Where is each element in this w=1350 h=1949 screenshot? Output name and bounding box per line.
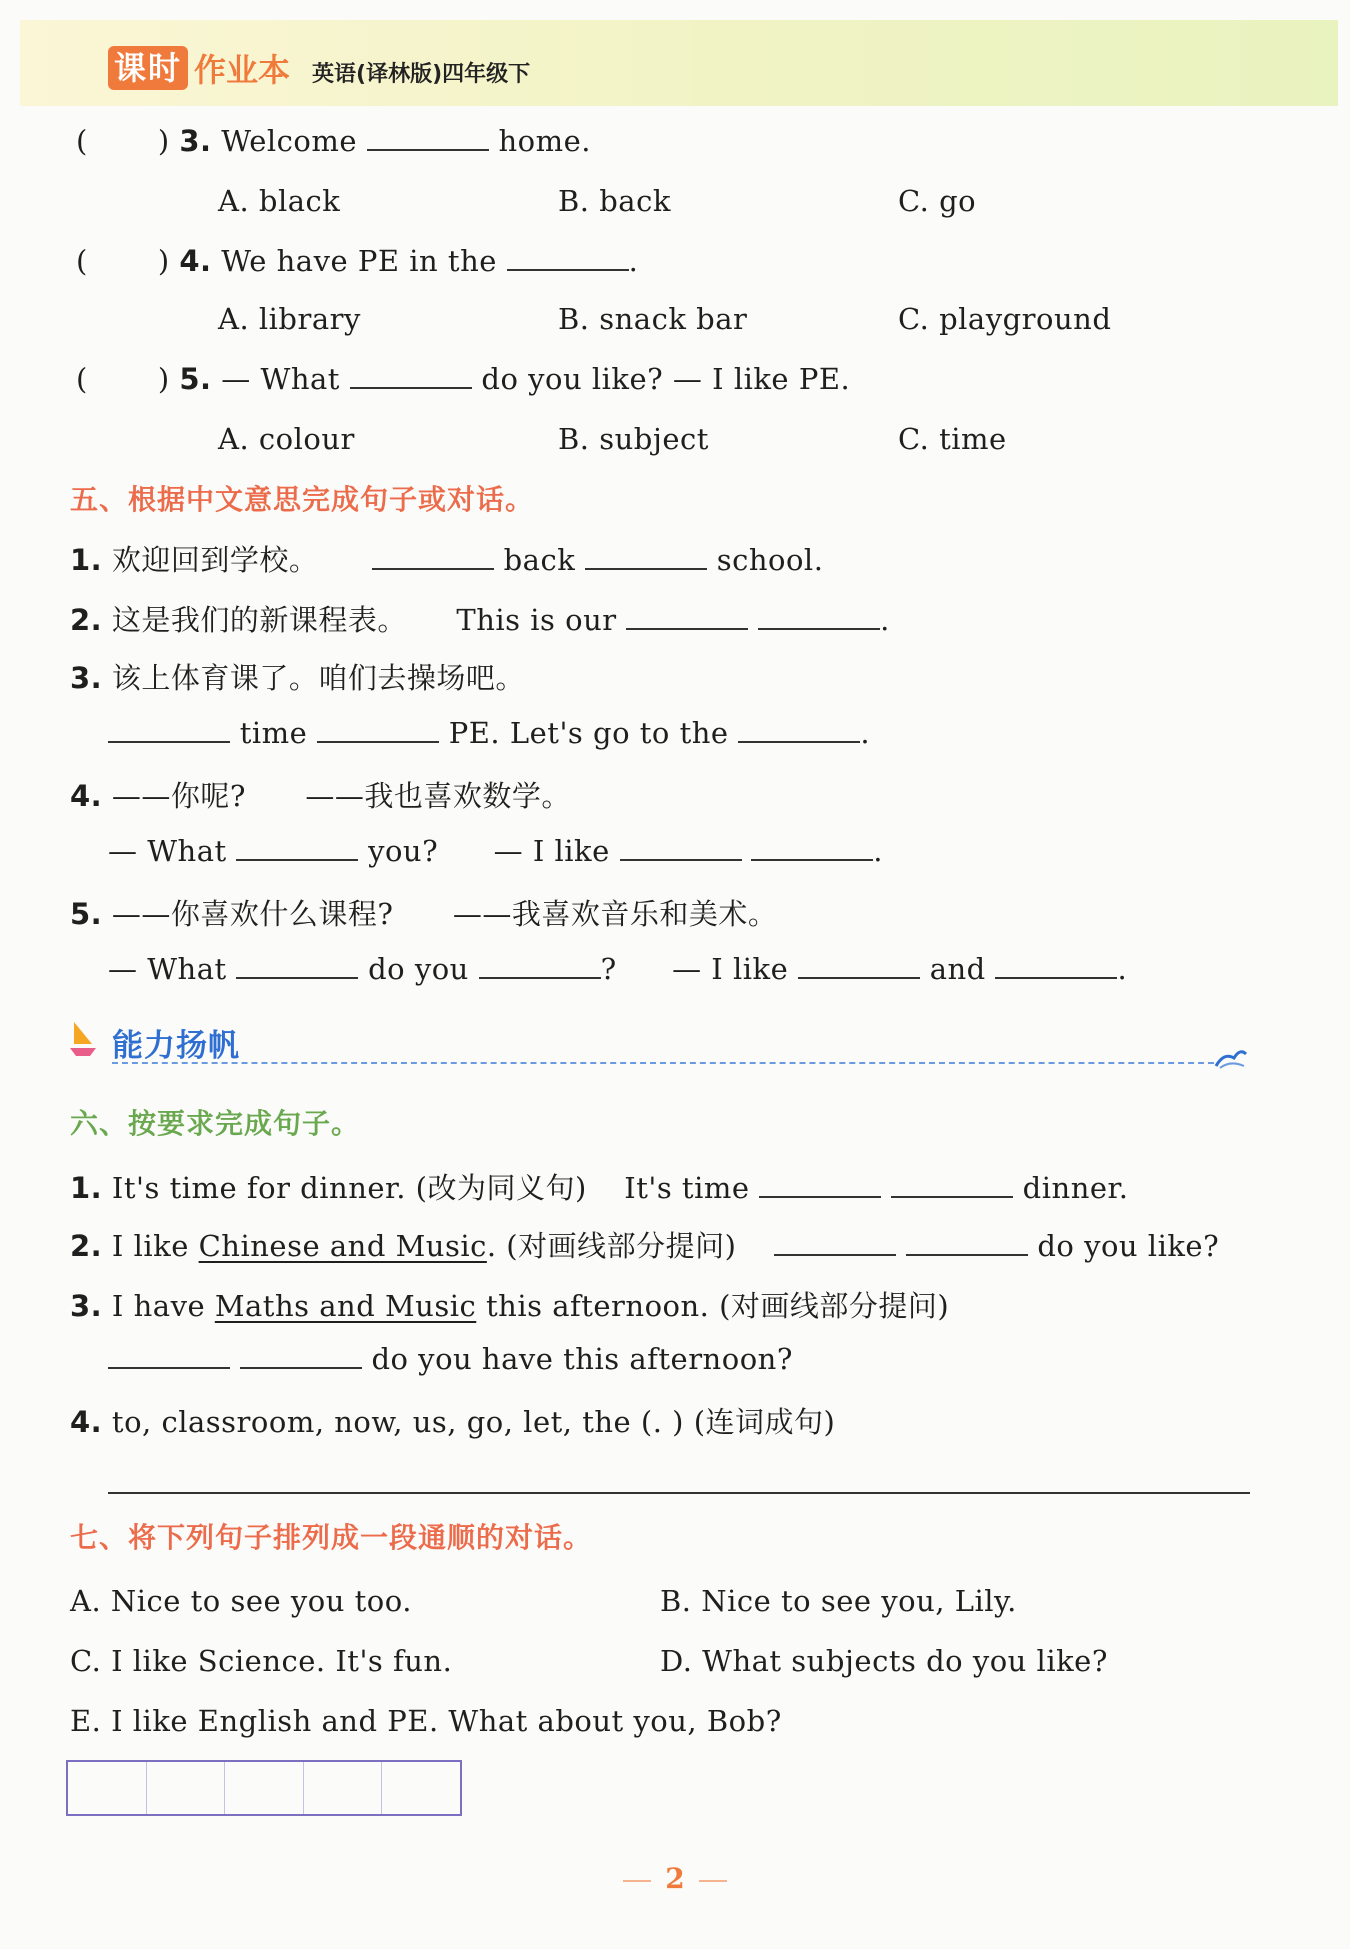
s5-item-3: 3. 该上体育课了。咱们去操场吧。 [70,661,525,695]
s7-option-a: A. Nice to see you too. [70,1584,412,1618]
order-cell[interactable] [304,1762,383,1814]
answer-blank[interactable] [798,953,920,979]
option-b: B. back [558,184,671,218]
answer-order-grid [66,1760,462,1816]
answer-blank[interactable] [759,1172,881,1198]
question-4-3: ( ) 3. Welcome home. [76,124,592,158]
option-a: A. black [218,184,341,218]
book-subtitle: 英语(译林版)四年级下 [312,61,531,87]
answer-blank[interactable] [774,1230,896,1256]
ability-divider [112,1062,1214,1064]
option-c: C. time [898,422,1007,456]
answer-blank[interactable] [317,717,439,743]
s7-option-b: B. Nice to see you, Lily. [660,1584,1017,1618]
answer-blank[interactable] [995,953,1117,979]
answer-blank[interactable] [108,1343,230,1369]
answer-blank[interactable] [236,835,358,861]
answer-blank[interactable] [620,835,742,861]
s5-item-5-answer: — What do you ? — I like and . [108,952,1128,986]
order-cell[interactable] [382,1762,460,1814]
section-7-title: 七、将下列句子排列成一段通顺的对话。 [70,1521,593,1554]
answer-blank[interactable] [350,363,472,389]
s7-option-d: D. What subjects do you like? [660,1644,1108,1678]
s6-item-3: 3. I have Maths and Music this afternoon. (对画线部分提问) [70,1289,950,1323]
brand-name: 作业本 [194,51,291,89]
option-b: B. snack bar [558,302,748,336]
option-a: A. colour [218,422,355,456]
answer-blank[interactable] [738,717,860,743]
s7-option-e: E. I like English and PE. What about you, Bob? [70,1704,782,1738]
answer-blank[interactable] [585,544,707,570]
answer-blank[interactable] [507,245,629,271]
s6-item-1: 1. It's time for dinner. (改为同义句) It's time dinner. [70,1171,1129,1205]
s5-item-4: 4. ——你呢? ——我也喜欢数学。 [70,779,571,813]
s5-item-2: 2. 这是我们的新课程表。 This is our . [70,603,890,637]
answer-blank[interactable] [626,604,748,630]
header-brand [108,46,530,90]
answer-blank[interactable] [108,717,230,743]
page-number: 2 [0,1862,1350,1895]
s7-option-c: C. I like Science. It's fun. [70,1644,453,1678]
s6-item-2: 2. I like Chinese and Music. (对画线部分提问) do you like? [70,1229,1220,1263]
option-a: A. library [218,302,361,336]
wave-icon [1214,1044,1248,1070]
page-number-dash-right [699,1880,727,1882]
section-5-title: 五、根据中文意思完成句子或对话。 [70,483,535,516]
answer-blank[interactable] [906,1230,1028,1256]
question-4-5: ( ) 5. — What do you like? — I like PE. [76,362,851,396]
brand-logo-box: 课时 [108,46,188,90]
order-cell[interactable] [68,1762,147,1814]
option-c: C. go [898,184,977,218]
answer-blank[interactable] [236,953,358,979]
option-c: C. playground [898,302,1112,336]
answer-blank[interactable] [758,604,880,630]
ability-banner [68,1016,1248,1066]
section-6-title: 六、按要求完成句子。 [70,1107,361,1140]
sailboat-icon [68,1020,98,1060]
s6-item-4: 4. to, classroom, now, us, go, let, the (. ) (连词成句) [70,1405,836,1439]
page-number-dash-left [623,1880,651,1882]
answer-blank[interactable] [367,125,489,151]
s6-item-3-answer: do you have this afternoon? [108,1342,793,1376]
answer-line[interactable] [108,1492,1250,1494]
s5-item-5: 5. ——你喜欢什么课程? ——我喜欢音乐和美术。 [70,897,778,931]
s5-item-1: 1. 欢迎回到学校。 back school. [70,543,824,577]
answer-blank[interactable] [891,1172,1013,1198]
s5-item-3-answer: time PE. Let's go to the . [108,716,870,750]
answer-blank[interactable] [479,953,601,979]
answer-blank[interactable] [751,835,873,861]
s5-item-4-answer: — What you? — I like . [108,834,883,868]
answer-blank[interactable] [372,544,494,570]
ability-label: 能力扬帆 [112,1028,240,1064]
order-cell[interactable] [147,1762,226,1814]
question-4-4: ( ) 4. We have PE in the . [76,244,639,278]
option-b: B. subject [558,422,709,456]
order-cell[interactable] [225,1762,304,1814]
answer-blank[interactable] [240,1343,362,1369]
